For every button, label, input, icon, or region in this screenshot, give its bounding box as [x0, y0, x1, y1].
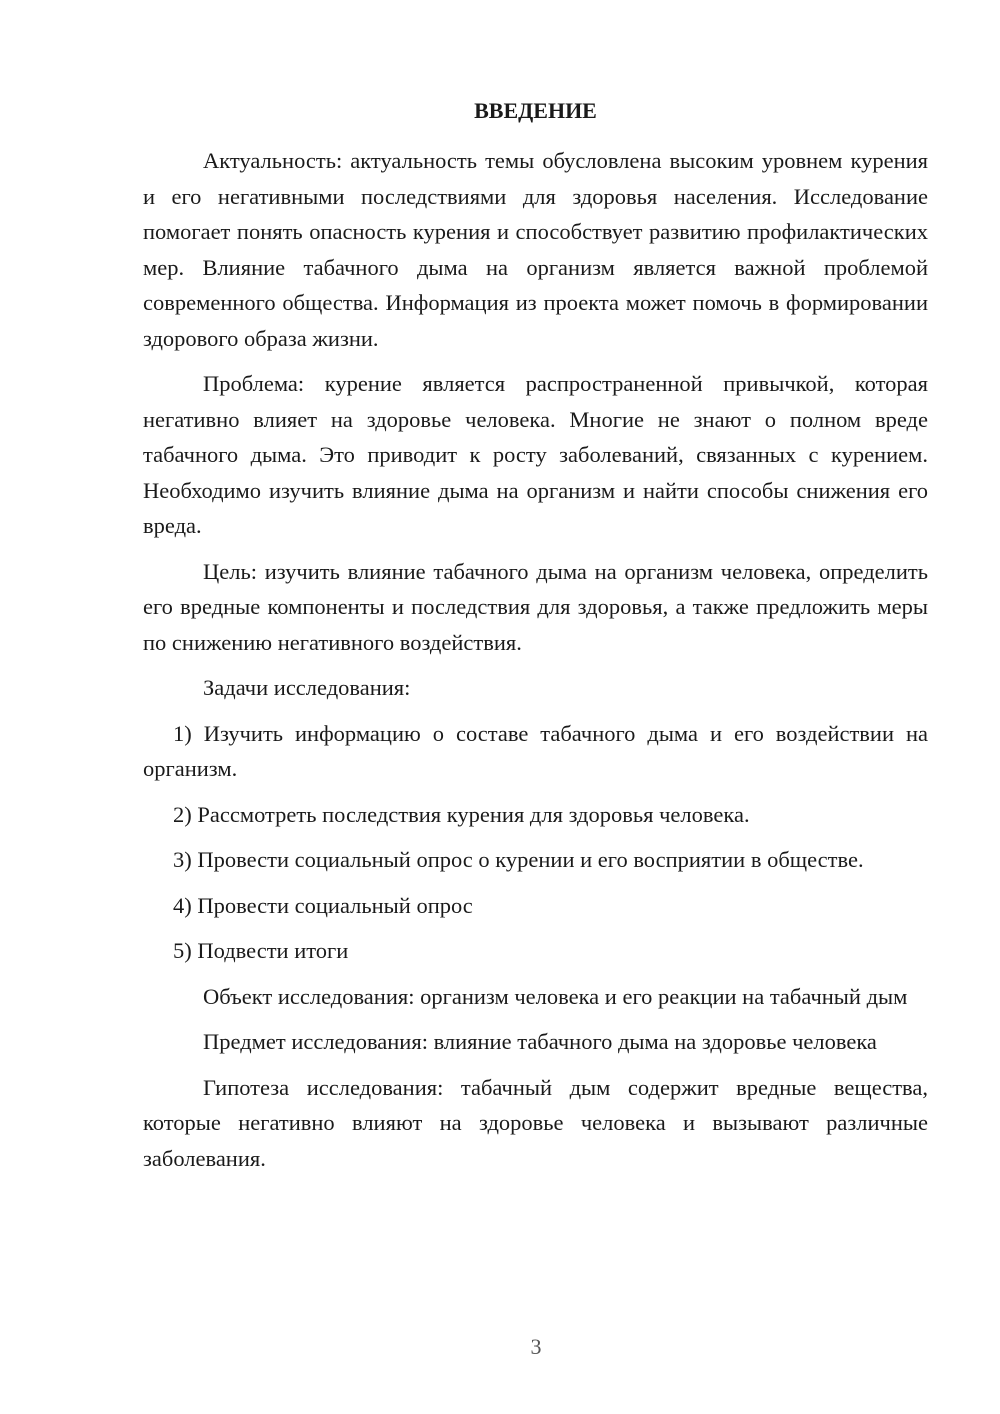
- paragraph-object: Объект исследования: организм человека и его реакции на табачный дым: [203, 983, 908, 1009]
- paragraph-problem: Проблема: курение является распространенной привычкой, которая негативно влияет на здоровье человека. Многие не знают о полном вреде табачного дыма. Это приводит к росту заболеваний, связанных с курением. Необходимо изучить влияние дыма на организм и найти способы снижения его вреда.: [143, 371, 928, 538]
- document-page: [143, 96, 928, 1186]
- task-item-3: 3) Провести социальный опрос о курении и его восприятии в обществе.: [173, 847, 864, 872]
- task-item-5: 5) Подвести итоги: [173, 938, 349, 963]
- page-title: ВВЕДЕНИЕ: [474, 98, 597, 123]
- task-item-4: 4) Провести социальный опрос: [173, 892, 473, 918]
- paragraph-goal: Цель: изучить влияние табачного дыма на организм человека, определить его вредные компоненты и последствия для здоровья, а также предложить меры по снижению негативного воздействия.: [143, 558, 928, 655]
- task-item-1: 1) Изучить информацию о составе табачного дыма и его воздействии на организм.: [143, 720, 928, 781]
- paragraph-hypothesis: Гипотеза исследования: табачный дым содержит вредные вещества, которые негативно влияют на здоровье человека и вызывают различные заболевания.: [143, 1074, 928, 1171]
- paragraph-relevance: Актуальность: актуальность темы обусловлена высоким уровнем курения и его негативными последствиями для здоровья населения. Исследование помогает понять опасность курения и способствует развитию профилактических мер. Влияние табачного дыма на организм является важной проблемой современного общества. Информация из проекта может помочь в формировании здорового образа жизни.: [143, 148, 928, 351]
- paragraph-subject: Предмет исследования: влияние табачного дыма на здоровье человека: [203, 1029, 877, 1054]
- task-item-2: 2) Рассмотреть последствия курения для здоровья человека.: [173, 801, 750, 827]
- paragraph-tasks-heading: Задачи исследования:: [203, 675, 411, 700]
- page-number: 3: [530, 1334, 542, 1359]
